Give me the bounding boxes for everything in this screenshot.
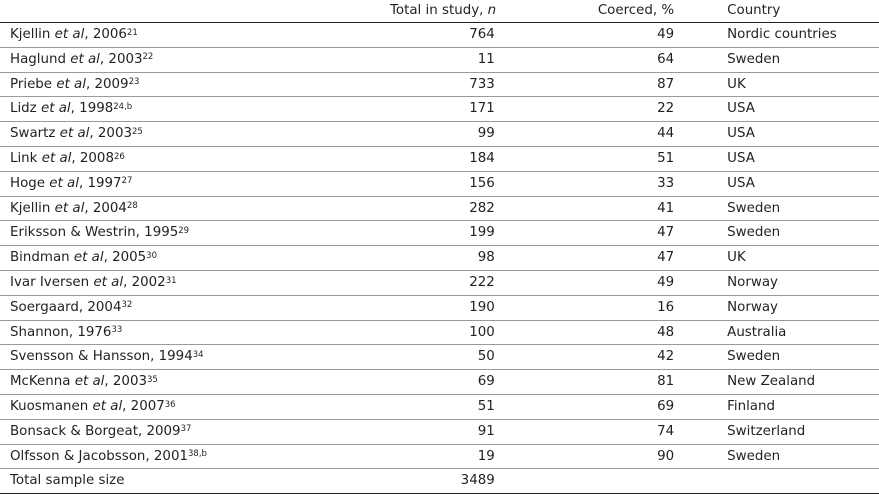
study-reference: 28 [126, 201, 138, 212]
study-reference: 37 [180, 424, 192, 435]
coerced-cell: 90 [496, 444, 674, 469]
study-et-al: et al [54, 200, 85, 216]
study-author: Bindman [10, 250, 70, 266]
coerced-cell: 42 [496, 345, 674, 370]
coerced-cell: 48 [496, 320, 674, 345]
study-et-al: et al [56, 76, 86, 92]
coerced-cell: 16 [496, 295, 674, 320]
study-cell [0, 320, 390, 345]
total-n-cell: 11 [390, 47, 495, 72]
country-cell: Norway [674, 270, 879, 295]
study-year: , 2003 [104, 374, 147, 390]
study-author: Lidz [10, 101, 37, 117]
table-row [0, 97, 879, 122]
table-row [0, 122, 879, 147]
table-row [0, 295, 879, 320]
study-reference: 24,b [113, 102, 133, 112]
study-author: Kjellin [10, 200, 51, 216]
study-reference: 34 [192, 349, 204, 360]
study-reference: 23 [128, 77, 140, 88]
study-cell [0, 419, 390, 444]
total-n-cell: 69 [390, 370, 495, 395]
study-year: , 2009 [85, 76, 129, 92]
study-author: Priebe [10, 76, 53, 92]
coerced-cell: 44 [496, 122, 674, 147]
total-n-cell: 171 [390, 97, 495, 122]
study-et-al: et al [40, 101, 71, 117]
total-n-cell: 99 [390, 122, 495, 147]
table-row [0, 246, 879, 271]
study-reference: 25 [131, 126, 143, 137]
study-et-al: et al [49, 175, 79, 191]
study-author: Ivar Iversen [10, 274, 90, 290]
study-year: , 2005 [103, 250, 147, 266]
table-row [0, 370, 879, 395]
country-cell: Sweden [674, 196, 879, 221]
study-author: Shannon, 1976 [10, 324, 112, 340]
coerced-cell: 49 [496, 270, 674, 295]
study-cell [0, 97, 390, 122]
coerced-cell: 22 [496, 97, 674, 122]
study-reference: 30 [146, 250, 157, 261]
table-row [0, 444, 879, 469]
total-n-cell: 199 [390, 221, 495, 246]
study-author: Kjellin [10, 27, 51, 42]
country-cell: UK [674, 246, 879, 271]
header-total-var: n [487, 3, 497, 18]
table-row [0, 320, 879, 345]
header-row [0, 0, 879, 23]
table-row [0, 72, 879, 97]
study-cell [0, 270, 390, 295]
total-n-cell: 50 [390, 345, 495, 370]
total-n-cell: 764 [390, 23, 495, 48]
study-year: , 2002 [123, 274, 166, 290]
country-cell: Nordic countries [674, 23, 879, 48]
header-study [0, 0, 390, 23]
country-cell: USA [674, 122, 879, 147]
study-cell [0, 196, 390, 221]
study-cell [0, 171, 390, 196]
study-year: , 2004 [84, 200, 127, 216]
coerced-cell: 51 [496, 146, 674, 171]
country-cell: Sweden [674, 221, 879, 246]
coerced-cell: 49 [496, 23, 674, 48]
total-n-cell: 91 [390, 419, 495, 444]
coerced-cell: 81 [496, 370, 674, 395]
study-et-al: et al [41, 150, 72, 166]
study-year: , 2003 [99, 51, 143, 67]
table-row [0, 146, 879, 171]
study-cell [0, 146, 390, 171]
country-cell: New Zealand [674, 370, 879, 395]
total-n-cell: 733 [390, 72, 495, 97]
country-cell: USA [674, 146, 879, 171]
total-label: Total sample size [0, 469, 390, 494]
study-author: Hoge [10, 175, 46, 191]
study-author: Svensson & Hansson, 1994 [10, 349, 193, 365]
total-n-cell: 282 [390, 196, 495, 221]
table-row [0, 171, 879, 196]
country-cell: Sweden [674, 47, 879, 72]
header-total-in-study [390, 0, 496, 23]
study-et-al: et al [74, 374, 105, 390]
coerced-cell: 64 [496, 47, 674, 72]
study-et-al: et al [73, 250, 104, 266]
study-et-al: et al [70, 51, 100, 67]
header-country: Country [674, 0, 879, 23]
coerced-cell: 47 [496, 221, 674, 246]
study-author: Eriksson & Westrin, 1995 [10, 225, 179, 241]
total-n-cell: 51 [390, 394, 495, 419]
study-author: Haglund [10, 51, 66, 67]
coerced-cell: 33 [496, 171, 674, 196]
study-cell [0, 345, 390, 370]
study-reference: 22 [142, 52, 154, 63]
study-author: Olfsson & Jacobsson, 2001 [10, 448, 188, 464]
study-cell [0, 295, 390, 320]
study-year: , 2003 [89, 126, 132, 142]
country-cell: UK [674, 72, 879, 97]
study-cell [0, 444, 390, 469]
study-cell [0, 122, 390, 147]
study-et-al: et al [54, 27, 85, 42]
study-reference: 38,b [188, 449, 207, 460]
study-reference: 32 [121, 300, 133, 311]
study-reference: 36 [164, 399, 176, 410]
table-row [0, 394, 879, 419]
total-n-cell: 222 [390, 270, 495, 295]
study-author: Soergaard, 2004 [10, 299, 122, 315]
total-coerced [496, 469, 674, 494]
total-n-cell: 98 [390, 246, 495, 271]
country-cell: Norway [674, 295, 879, 320]
study-reference: 33 [111, 325, 123, 336]
coerced-cell: 74 [496, 419, 674, 444]
country-cell: Sweden [674, 345, 879, 370]
table-row [0, 419, 879, 444]
study-reference: 21 [126, 27, 138, 38]
total-country [674, 469, 879, 494]
total-n-cell: 190 [390, 295, 495, 320]
study-year: , 1997 [78, 175, 122, 191]
total-row [0, 469, 879, 494]
coerced-cell: 41 [496, 196, 674, 221]
total-n: 3489 [390, 469, 495, 494]
study-et-al: et al [59, 126, 90, 142]
country-cell: USA [674, 97, 879, 122]
table-row [0, 345, 879, 370]
country-cell: USA [674, 171, 879, 196]
total-n-cell: 156 [390, 171, 495, 196]
study-cell [0, 370, 390, 395]
table-row [0, 196, 879, 221]
country-cell: Sweden [674, 444, 879, 469]
study-cell [0, 47, 390, 72]
total-n-cell: 100 [390, 320, 495, 345]
study-reference: 26 [113, 151, 125, 162]
study-reference: 35 [146, 374, 158, 385]
coerced-cell: 87 [496, 72, 674, 97]
coerced-cell: 47 [496, 246, 674, 271]
study-reference: 31 [165, 275, 177, 286]
study-reference: 27 [121, 176, 133, 187]
study-cell [0, 221, 390, 246]
study-year: , 2008 [71, 150, 114, 166]
total-n-cell: 184 [390, 146, 495, 171]
study-cell [0, 246, 390, 271]
study-et-al: et al [92, 398, 123, 414]
study-cell [0, 394, 390, 419]
country-cell: Finland [674, 394, 879, 419]
study-cell [0, 23, 390, 48]
study-author: Kuosmanen [10, 398, 89, 414]
table-row [0, 47, 879, 72]
country-cell: Switzerland [674, 419, 879, 444]
study-year: , 1998 [70, 101, 114, 117]
header-total-prefix: Total in study, [390, 3, 488, 18]
table-row [0, 270, 879, 295]
study-author: McKenna [10, 374, 71, 390]
coerced-cell: 69 [496, 394, 674, 419]
study-reference: 29 [178, 225, 190, 236]
header-coerced: Coerced, % [496, 0, 674, 23]
study-author: Link [10, 150, 38, 166]
country-cell: Australia [674, 320, 879, 345]
study-year: , 2006 [84, 27, 127, 42]
study-author: Swartz [10, 126, 56, 142]
table-body [0, 23, 879, 494]
table-row [0, 221, 879, 246]
study-et-al: et al [93, 274, 124, 290]
study-author: Bonsack & Borgeat, 2009 [10, 423, 181, 439]
study-cell [0, 72, 390, 97]
table-row [0, 23, 879, 48]
total-n-cell: 19 [390, 444, 495, 469]
study-year: , 2007 [122, 398, 165, 414]
